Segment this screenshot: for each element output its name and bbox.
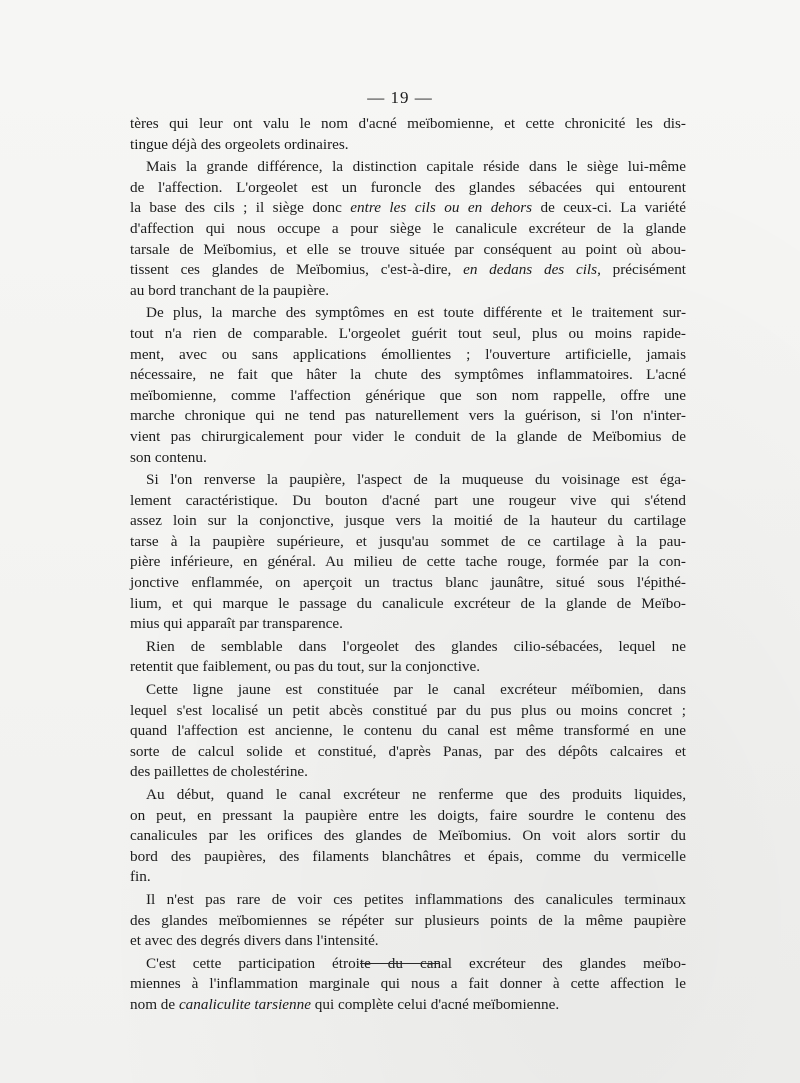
text-line: Rien de semblable dans l'orgeolet des glandes cilio-sébacées, lequel ne [146, 637, 686, 655]
text-line: mius qui apparaît par transparence. [130, 615, 343, 633]
text-line: ment, avec ou sans applications émollientes ; l'ouverture artificielle, jamais [130, 345, 686, 363]
text-line: bord des paupières, des filaments blanchâtres et épais, comme du vermicelle [130, 847, 686, 865]
text-line: pière inférieure, en général. Au milieu de cette tache rouge, formée par la con- [130, 553, 686, 571]
text-line: lement caractéristique. Du bouton d'acné part une rougeur vive qui s'étend [130, 491, 686, 509]
text-line: tissent ces glandes de Meïbomius, c'est-à-dire, en dedans des cils, précisément [130, 261, 687, 279]
text-line: lequel s'est localisé un petit abcès constitué par du pus plus ou moins concret ; [130, 701, 686, 719]
text-line: des paillettes de cholestérine. [130, 763, 308, 781]
text-line: au bord tranchant de la paupière. [130, 281, 330, 299]
text-line: tarsale de Meïbomius, et elle se trouve située par conséquent au point où abou- [130, 240, 686, 258]
text-line: d'affection qui nous occupe a pour siège le canalicule excréteur de la glande [130, 219, 686, 237]
text-line: vient pas chirurgicalement pour vider le conduit de la glande de Meïbomius de [130, 427, 686, 445]
text-line: meïbomienne, comme l'affection générique que son nom rappelle, offre une [130, 386, 686, 404]
text-line: tères qui leur ont valu le nom d'acné meïbomienne, et cette chronicité les dis- [130, 115, 686, 132]
body-text [130, 114, 686, 1018]
text-line: la base des cils ; il siège donc entre les cils ou en dehors de ceux-ci. La variété [130, 199, 686, 217]
paragraph [130, 785, 686, 888]
section-rule [360, 963, 440, 964]
text-line: Au début, quand le canal excréteur ne renferme que des produits liquides, [146, 786, 686, 803]
paragraph [130, 637, 686, 678]
text-line: on peut, en pressant la paupière entre les doigts, faire sourdre le contenu des [130, 806, 686, 824]
text-line: de l'affection. L'orgeolet est un furoncle des glandes sébacées qui entourent [130, 178, 686, 196]
paragraph [130, 114, 686, 155]
text-line: tout n'a rien de comparable. L'orgeolet guérit tout seul, plus ou moins rapide- [130, 324, 686, 342]
text-line: tingue déjà des orgeolets ordinaires. [130, 135, 349, 153]
text-line: canalicules par les orifices des glandes de Meïbomius. On voit alors sortir du [130, 827, 686, 845]
text-line: tarse à la paupière supérieure, et jusqu'au sommet de ce cartilage à la pau- [130, 532, 686, 550]
text-line: Il n'est pas rare de voir ces petites inflammations des canalicules terminaux [146, 890, 686, 908]
page-number: — 19 — [367, 88, 433, 107]
paragraph [130, 157, 686, 301]
text-line: quand l'affection est ancienne, le contenu du canal est même transformé en une [130, 722, 686, 740]
text-line: marche chronique qui ne tend pas naturellement vers la guérison, si l'on n'inter- [130, 407, 686, 425]
paragraph [130, 303, 686, 468]
paragraph [130, 680, 686, 783]
text-line: assez loin sur la conjonctive, jusque vers la moitié de la hauteur du cartilage [130, 512, 686, 530]
text-line: Cette ligne jaune est constituée par le canal excréteur méïbomien, dans [146, 681, 686, 699]
text-line: Mais la grande différence, la distinction capitale réside dans le siège lui-même [146, 158, 686, 176]
text-line: sorte de calcul solide et constitué, d'après Panas, par des dépôts calcaires et [130, 742, 686, 760]
text-line: De plus, la marche des symptômes en est toute différente et le traitement sur- [146, 304, 686, 322]
text-line: fin. [130, 868, 151, 886]
text-line: des glandes meïbomiennes se répéter sur plusieurs points de la même paupière [130, 911, 686, 929]
text-line: jonctive enflammée, on aperçoit un tractus blanc jaunâtre, situé sous l'épithé- [130, 574, 686, 592]
text-line: son contenu. [130, 448, 207, 466]
text-line: C'est cette participation étroite du canal excréteur des glandes meïbo- [146, 954, 686, 972]
paragraph [130, 890, 686, 952]
text-line: Si l'on renverse la paupière, l'aspect de la muqueuse du voisinage est éga- [146, 471, 686, 489]
text-line: retentit que faiblement, ou pas du tout, sur la conjonctive. [130, 658, 481, 676]
paragraph [130, 470, 686, 635]
text-line: nom de canaliculite tarsienne qui complète celui d'acné meïbomienne. [130, 995, 560, 1013]
text-line: lium, et qui marque le passage du canalicule excréteur de la glande de Meïbo- [130, 594, 686, 612]
text-line: miennes à l'inflammation marginale qui nous a fait donner à cette affection le [130, 975, 686, 993]
text-line: nécessaire, ne fait que hâter la chute des symptômes inflammatoires. L'acné [130, 366, 686, 384]
text-line: et avec des degrés divers dans l'intensité. [130, 932, 379, 950]
